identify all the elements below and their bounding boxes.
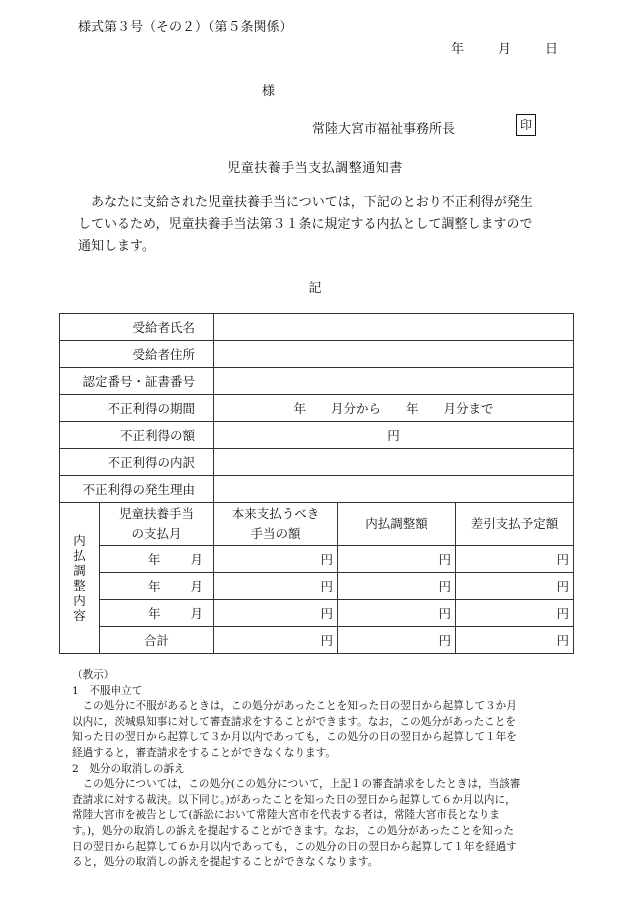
- row-value: [214, 476, 574, 503]
- notice-body: [78, 192, 558, 258]
- form-number: 様式第３号（その２）（第５条関係）: [78, 20, 293, 35]
- instruction-notes: [72, 668, 558, 871]
- notes-line: 日の翌日から起算して６か月以内であっても，この処分の日の翌日から起算して１年を経過す: [72, 840, 517, 853]
- notes-line: 査請求に対する裁決。以下同じ。)があったことを知った日の翌日から起算して６か月以内に，: [72, 793, 516, 806]
- ki-heading: 記: [308, 281, 322, 296]
- notes-line: す。)，処分の取消しの訴えを提起することができます。なお，この処分があったことを知った: [72, 824, 514, 837]
- row-label: 不正利得の期間: [60, 395, 214, 422]
- notes-line: 常陸大宮市を被告として(訴訟において常陸大宮市を代表する者は，常陸大宮市長となりま: [72, 809, 500, 822]
- table-row: [60, 395, 574, 422]
- row-value: [214, 449, 574, 476]
- payment-month: 年 月: [100, 600, 214, 627]
- notes-line: この処分については，この処分(この処分について，上記１の審査請求をしたときは，当該審: [72, 778, 521, 791]
- body-line: しているため，児童扶養手当法第３１条に規定する内払として調整しますので: [78, 217, 533, 232]
- row-label: 不正利得の額: [60, 422, 214, 449]
- total-net-amount: 円: [456, 627, 574, 654]
- row-value: [214, 314, 574, 341]
- addressee: 様: [262, 84, 276, 99]
- body-line: あなたに支給された児童扶養手当については，下記のとおり不正利得が発生: [78, 195, 533, 210]
- net-amount: 円: [456, 600, 574, 627]
- net-amount: 円: [456, 573, 574, 600]
- original-amount: 円: [214, 546, 338, 573]
- original-amount: 円: [214, 600, 338, 627]
- row-value: [214, 341, 574, 368]
- table-row: [60, 546, 574, 573]
- total-adjustment-amount: 円: [338, 627, 456, 654]
- body-line: 通知します。: [78, 239, 155, 254]
- col-header-adjustment: 内払調整額: [338, 503, 456, 546]
- table-row: [60, 341, 574, 368]
- total-label: 合計: [100, 627, 214, 654]
- date-month: 月: [497, 42, 511, 57]
- table-row: [60, 422, 574, 449]
- table-row: [60, 573, 574, 600]
- issuer-name: 常陸大宮市福祉事務所長: [312, 122, 456, 137]
- notes-section-title: 2 処分の取消しの訴え: [72, 762, 185, 775]
- notes-line: ると，処分の取消しの訴えを提起することができなくなります。: [72, 856, 379, 869]
- date-line: [417, 38, 558, 57]
- notes-line: 以内に，茨城県知事に対して審査請求をすることができます。なお，この処分があったことを: [72, 715, 516, 728]
- notes-line: 知った日の翌日から起算して３か月以内であっても，この処分の日の翌日から起算して１年を: [72, 731, 517, 744]
- row-label: 受給者住所: [60, 341, 214, 368]
- notes-line: この処分に不服があるときは，この処分があったことを知った日の翌日から起算して３か月: [72, 700, 517, 713]
- col-header-net-amount: 差引支払予定額: [456, 503, 574, 546]
- date-day: 日: [544, 42, 558, 57]
- row-value: [214, 368, 574, 395]
- adjustment-table: [59, 313, 574, 654]
- section-label: 内払調整内容: [60, 503, 100, 654]
- table-row: [60, 314, 574, 341]
- col-header-payment-month: 児童扶養手当 の支払月: [100, 503, 214, 546]
- table-row: [60, 476, 574, 503]
- date-year: 年: [450, 42, 464, 57]
- table-row: [60, 368, 574, 395]
- adjustment-amount: 円: [338, 600, 456, 627]
- table-row: [60, 600, 574, 627]
- payment-month: 年 月: [100, 546, 214, 573]
- table-row: [60, 449, 574, 476]
- period-value: 年 月分から 年 月分まで: [214, 395, 574, 422]
- amount-value: 円: [214, 422, 574, 449]
- net-amount: 円: [456, 546, 574, 573]
- notes-line: 経過すると，審査請求をすることができなくなります。: [72, 746, 336, 759]
- total-row: [60, 627, 574, 654]
- row-label: 認定番号・証書番号: [60, 368, 214, 395]
- notes-section-title: 1 不服申立て: [72, 684, 143, 697]
- column-header-row: [60, 503, 574, 546]
- row-label: 不正利得の発生理由: [60, 476, 214, 503]
- row-label: 受給者氏名: [60, 314, 214, 341]
- row-label: 不正利得の内訳: [60, 449, 214, 476]
- adjustment-amount: 円: [338, 573, 456, 600]
- notes-heading: （教示）: [72, 669, 115, 681]
- document-title: 児童扶養手当支払調整通知書: [227, 161, 403, 176]
- original-amount: 円: [214, 573, 338, 600]
- total-original-amount: 円: [214, 627, 338, 654]
- payment-month: 年 月: [100, 573, 214, 600]
- seal-box: 印: [516, 114, 536, 136]
- col-header-original-amount: 本来支払うべき 手当の額: [214, 503, 338, 546]
- adjustment-amount: 円: [338, 546, 456, 573]
